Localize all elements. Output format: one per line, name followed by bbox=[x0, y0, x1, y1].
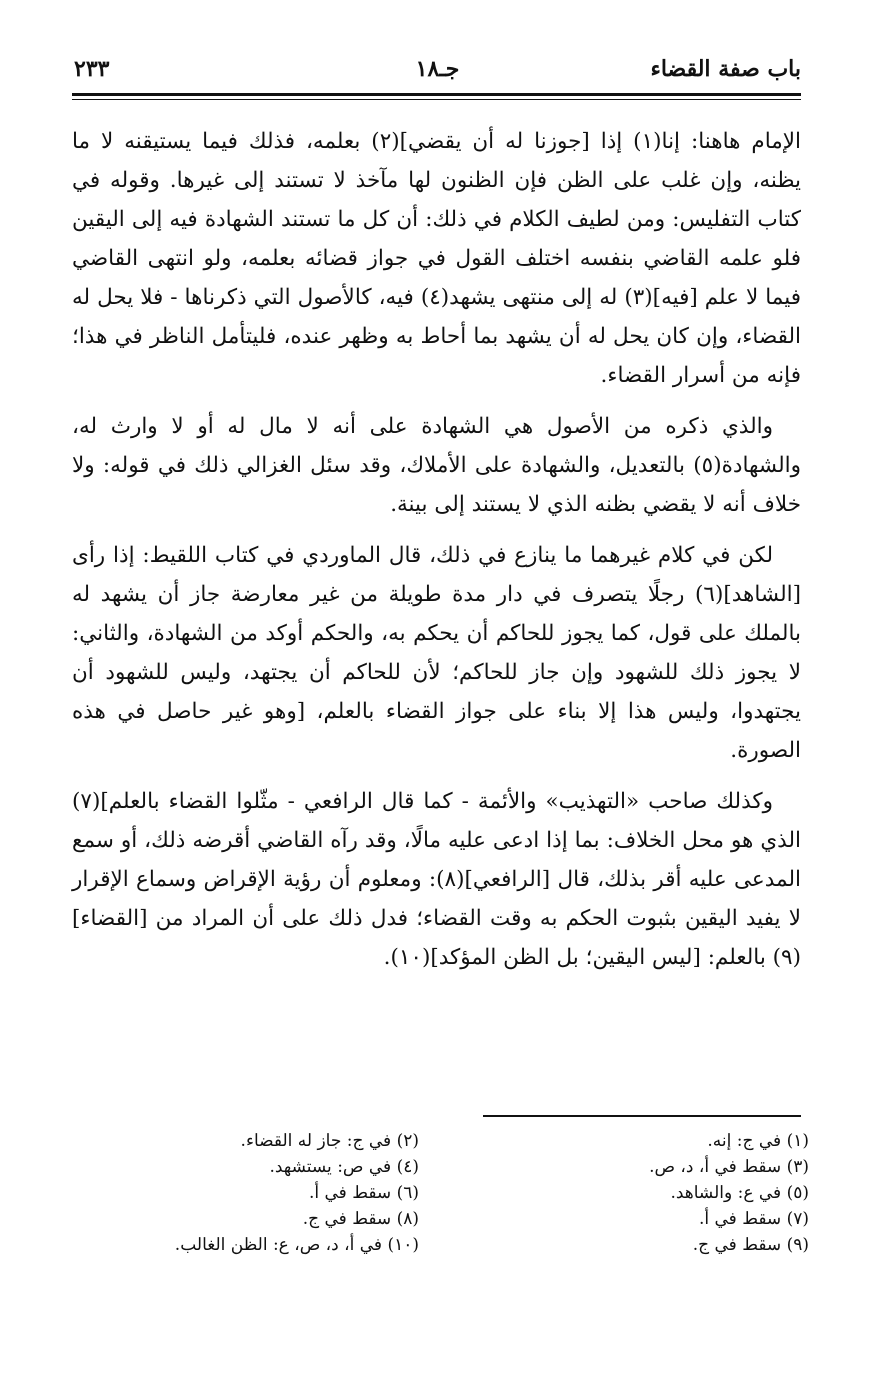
footnote: (٩) سقط في ج. bbox=[692, 1235, 809, 1255]
header-rule-thin bbox=[72, 99, 801, 100]
footnote: (٢) في ج: جاز له القضاء. bbox=[240, 1131, 419, 1151]
footnote: (٨) سقط في ج. bbox=[302, 1209, 419, 1229]
header-rule-thick bbox=[72, 93, 801, 96]
chapter-title: باب صفة القضاء bbox=[650, 56, 801, 82]
footnote: (١) في ج: إنه. bbox=[707, 1131, 809, 1151]
footnotes-right-column bbox=[479, 1128, 809, 1258]
page-header bbox=[74, 56, 801, 90]
footnote: (٦) سقط في أ. bbox=[308, 1183, 419, 1203]
footnote-separator bbox=[483, 1115, 801, 1117]
footnotes-left-column bbox=[89, 1128, 419, 1258]
main-text bbox=[72, 122, 801, 989]
footnote: (٤) في ص: يستشهد. bbox=[269, 1157, 419, 1177]
footnote: (٥) في ع: والشاهد. bbox=[670, 1183, 809, 1203]
footnote: (٣) سقط في أ، د، ص. bbox=[649, 1157, 809, 1177]
volume-label: جـ١٨ bbox=[415, 56, 460, 82]
paragraph: والذي ذكره من الأصول هي الشهادة على أنه لا مال له أو لا وارث له، والشهادة(٥) بالتعديل، والشهادة على الأملاك، وقد سئل الغزالي ذلك في قوله: ولا خلاف أنه لا يقضي بظنه الذي لا يستند إلى بينة. bbox=[72, 414, 801, 517]
footnote: (٧) سقط في أ. bbox=[698, 1209, 809, 1229]
footnote: (١٠) في أ، د، ص، ع: الظن الغالب. bbox=[174, 1235, 419, 1255]
page-number: ٢٣٣ bbox=[74, 56, 110, 82]
paragraph: لكن في كلام غيرهما ما ينازع في ذلك، قال الماوردي في كتاب اللقيط: إذا رأى [الشاهد](٦) رجلًا يتصرف في دار مدة طويلة من غير معارضة جاز أن يشهد له بالملك على قول، كما يجوز للحاكم أن يحكم به، والحكم أوكد من الشهادة، والثاني: لا يجوز ذلك للشهود وإن جاز للحاكم؛ لأن للحاكم أن يجتهد، وليس للشهود أن يجتهدوا، وليس هذا إلا بناء على جواز القضاء بالعلم، [وهو غير حاصل في هذه الصورة. bbox=[72, 543, 801, 763]
paragraph: وكذلك صاحب «التهذيب» والأئمة - كما قال الرافعي - مثّلوا القضاء بالعلم](٧) الذي هو محل الخلاف: بما إذا ادعى عليه مالًا، وقد رآه القاضي أقرضه ذلك، أو سمع المدعى عليه أقر بذلك، قال [الرافعي](٨): ومعلوم أن رؤية الإقراض وسماع الإقرار لا يفيد اليقين بثبوت الحكم به وقت القضاء؛ فدل ذلك على أن المراد من [القضاء](٩) بالعلم: [ليس اليقين؛ بل الظن المؤكد](١٠). bbox=[72, 789, 801, 970]
paragraph: الإمام هاهنا: إنا(١) إذا [جوزنا له أن يقضي](٢) بعلمه، فذلك فيما يستيقنه لا ما يظنه، وإن غلب على الظن فإن الظنون لها مآخذ لا تستند إلى غيرها. وقوله في كتاب التفليس: ومن لطيف الكلام في ذلك: أن كل ما تستند الشهادة فيه إلى اليقين فلو علمه القاضي بنفسه اختلف القول في جواز قضائه بعلمه، ولو انتهى القاضي فيما لا علم [فيه](٣) له إلى منتهى يشهد(٤) فيه، كالأصول التي ذكرناها - فلا يحل له القضاء، وإن كان يحل له أن يشهد بما أحاط به وظهر عنده، فليتأمل الناظر في هذا؛ فإنه من أسرار القضاء. bbox=[72, 129, 802, 388]
